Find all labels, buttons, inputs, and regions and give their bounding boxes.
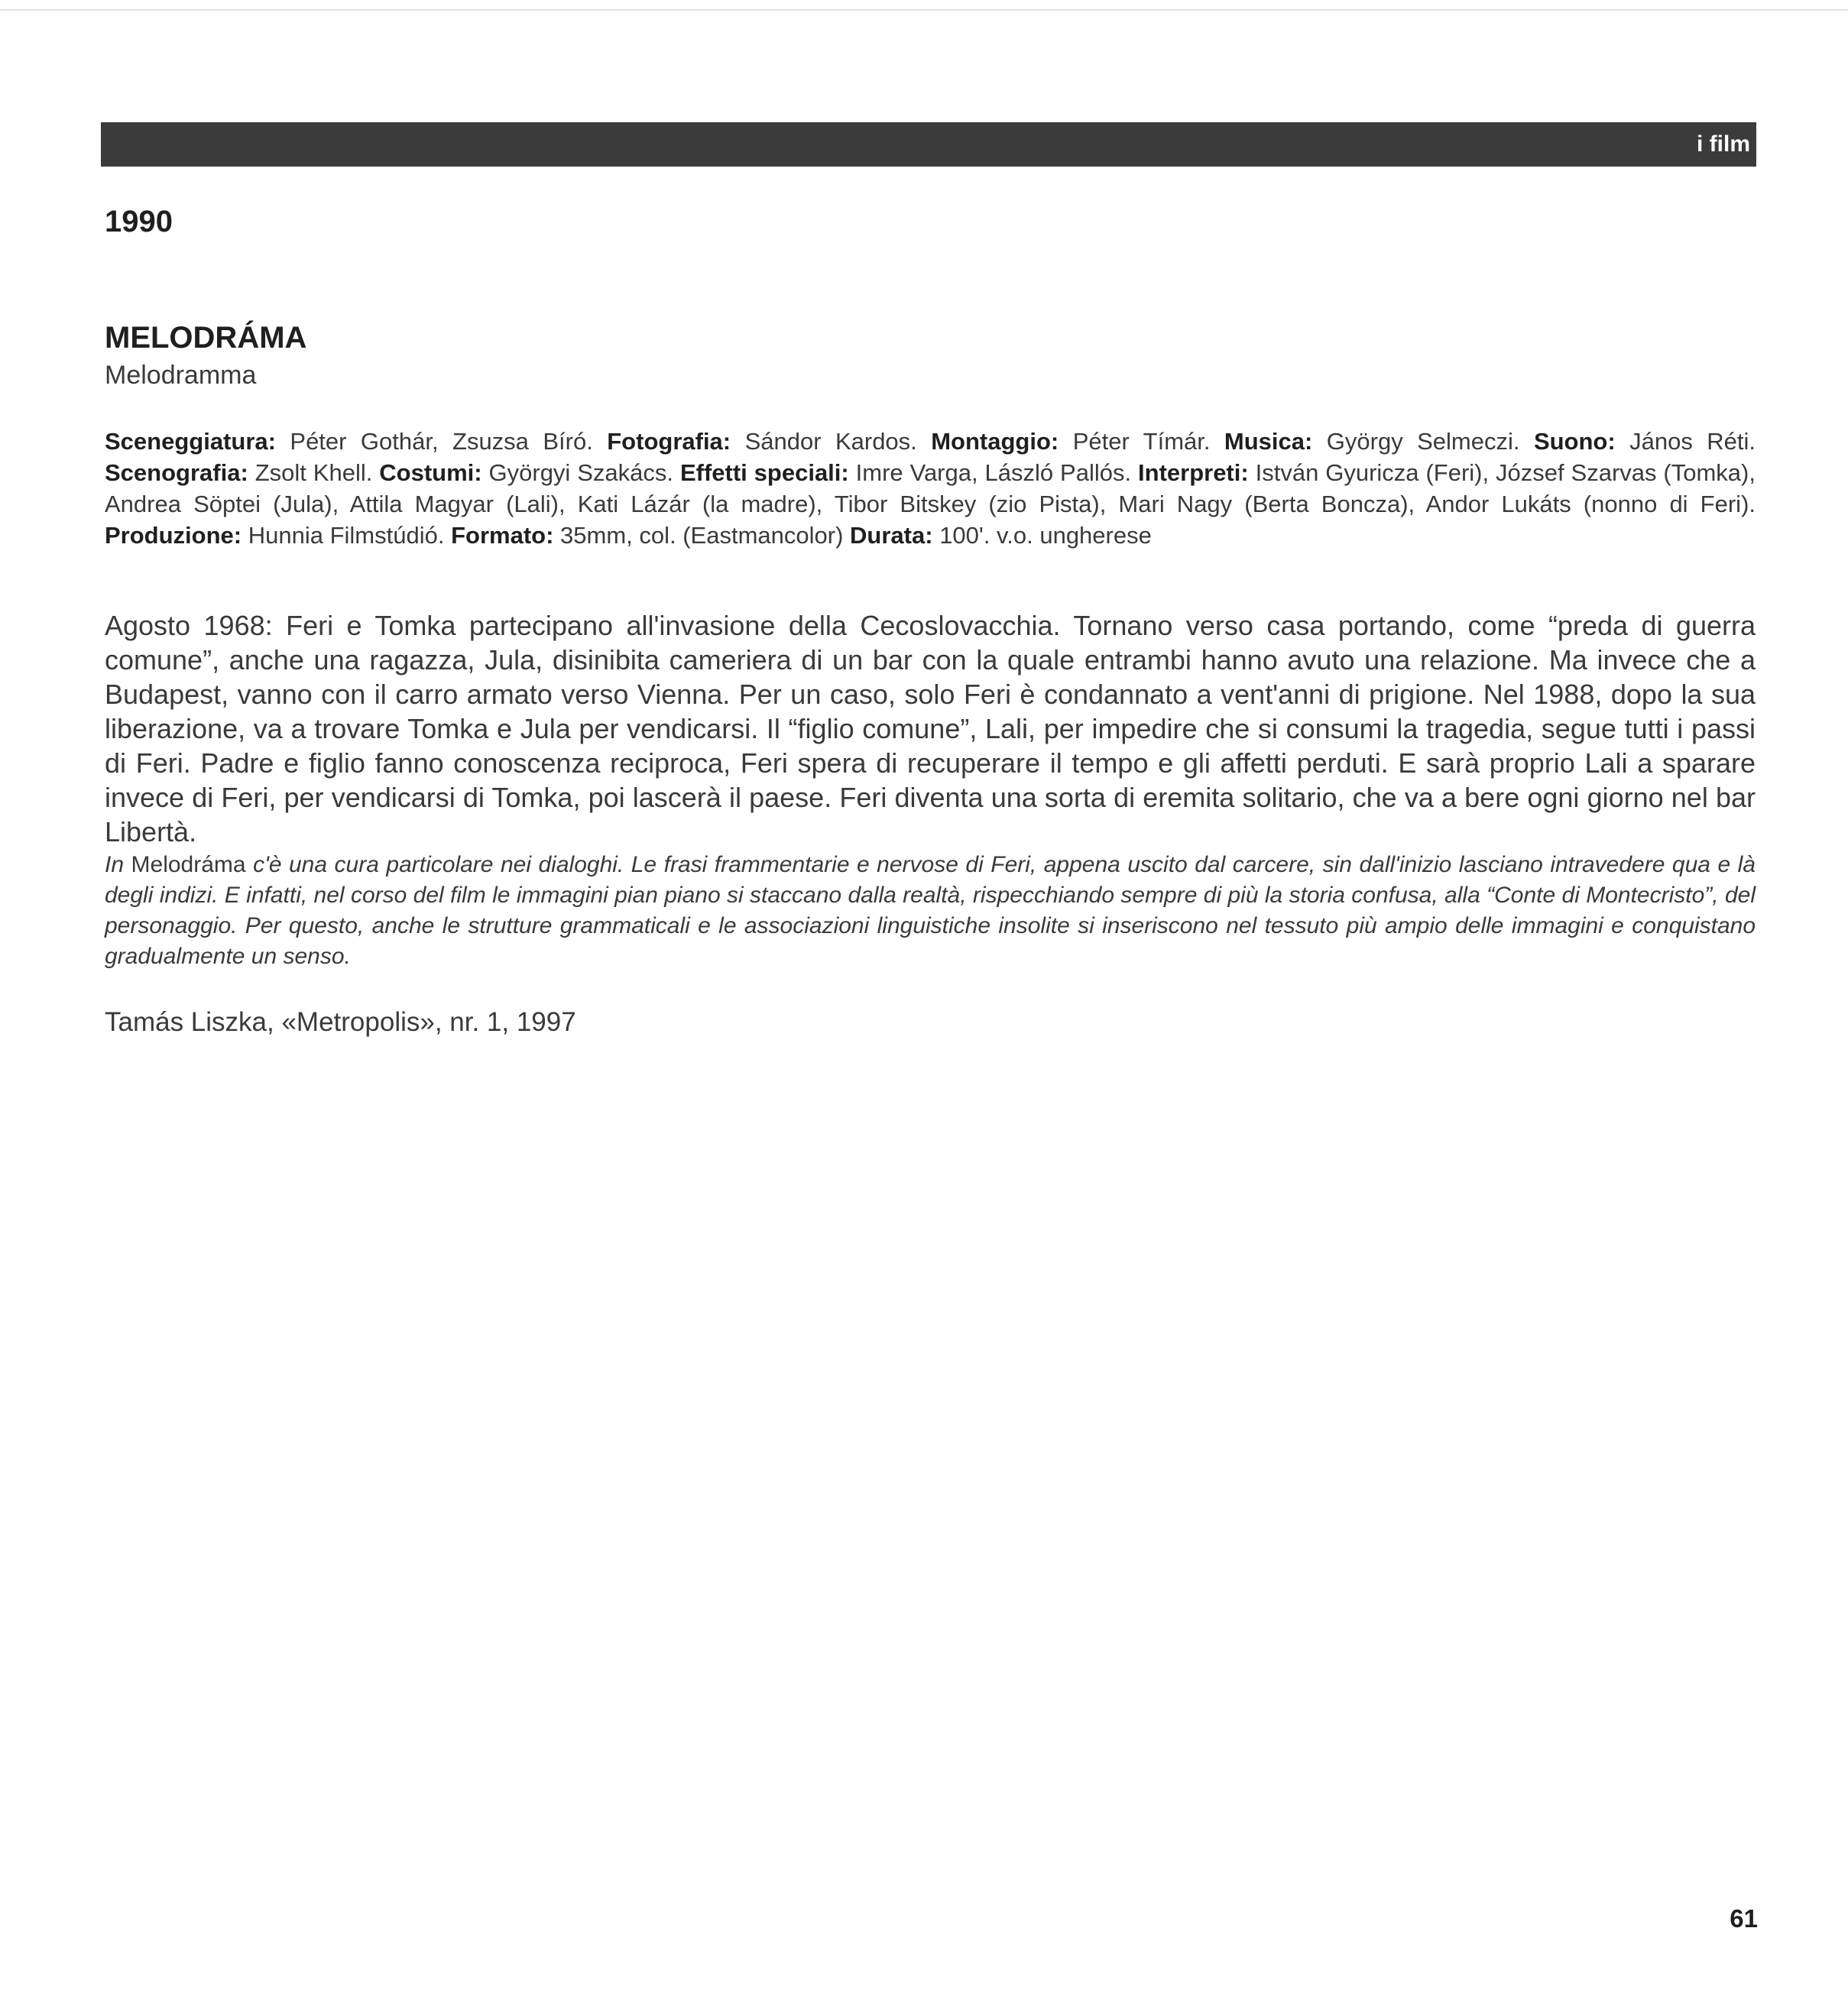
credit-value: Péter Tímár. [1072,428,1211,455]
credit-label: Formato: [451,522,554,549]
critique-film-reference: Melodráma [131,852,246,877]
credit-label: Interpreti: [1138,459,1249,486]
credit-value: 35mm, col. (Eastmancolor) [560,522,844,549]
credit-entry [680,459,1131,486]
credit-value: Imre Varga, László Pallós. [855,459,1132,486]
credit-label: Musica: [1224,428,1313,455]
credit-entry [105,428,593,455]
credit-label: Sceneggiatura: [105,428,276,455]
credit-entry [105,522,444,549]
credits-block [105,426,1756,551]
film-title: MELODRÁMA [105,321,307,355]
credit-value: Hunnia Filmstúdió. [248,522,445,549]
credit-entry [105,459,372,486]
credit-label: Montaggio: [931,428,1059,455]
credit-value: Péter Gothár, Zsuzsa Bíró. [290,428,593,455]
credit-entry [379,459,673,486]
page-number: 61 [1730,1904,1758,1933]
credit-label: Costumi: [379,459,482,486]
credit-entry [1224,428,1520,455]
credit-label: Suono: [1533,428,1616,455]
credit-value: János Réti. [1629,428,1756,455]
credit-label: Scenografia: [105,459,248,486]
year-heading: 1990 [105,205,173,238]
credit-entry [931,428,1210,455]
credit-label: Durata: [850,522,933,549]
credit-value: Sándor Kardos. [744,428,917,455]
credit-label: Produzione: [105,522,242,549]
section-label: i film [1696,131,1750,157]
critique-paragraph [105,850,1756,972]
synopsis-paragraph: Agosto 1968: Feri e Tomka partecipano all'invasione della Cecoslovacchia. Tornano verso casa portando, come “preda di guerra comune”, anche una ragazza, Jula, disinibita cameriera di un bar con la quale entrambi hanno avuto una relazione. Ma invece che a Budapest, vanno con il carro armato verso Vienna. Per un caso, solo Feri è condannato a vent'anni di prigione. Nel 1988, dopo la sua liberazione, va a trovare Tomka e Jula per vendicarsi. Il “figlio comune”, Lali, per impedire che si consumi la tragedia, segue tutti i passi di Feri. Padre e figlio fanno conoscenza reciproca, Feri spera di recuperare il tempo e gli affetti perduti. E sarà proprio Lali a sparare invece di Feri, per vendicarsi di Tomka, poi lascerà il paese. Feri diventa una sorta di eremita solitario, che va a bere ogni giorno nel bar Libertà. [105,610,1756,847]
credit-entry [607,428,917,455]
credit-value: György Selmeczi. [1326,428,1520,455]
credit-value: István Gyuricza (Feri), József Szarvas (Tomka), Andrea Söptei (Jula), Attila Magyar (Lali), Kati Lázár (la madre), Tibor Bitskey (zio Pista), Mari Nagy (Berta Boncza), Andor Lukáts (nonno di Feri). [105,459,1756,517]
citation-source: Tamás Liszka, «Metropolis», nr. 1, 1997 [105,1007,576,1037]
credit-value: Zsolt Khell. [255,459,373,486]
film-italian-title: Melodramma [105,361,257,390]
credit-label: Effetti speciali: [679,459,849,486]
credit-value: 100'. v.o. ungherese [939,522,1152,549]
top-rule [0,9,1848,11]
credit-value: Györgyi Szakács. [488,459,674,486]
credit-label: Fotografia: [607,428,731,455]
critique-body: c'è una cura particolare nei dialoghi. Le frasi frammentarie e nervose di Feri, appena uscito dal carcere, sin dall'inizio lasciano intravedere qua e là degli indizi. E infatti, nel corso del film le immagini pian piano si staccano dalla realtà, rispecchiando sempre di più la storia confusa, alla “Conte di Montecristo”, del personaggio. Per questo, anche le strutture grammaticali e le associazioni linguistiche insolite si inseriscono nel tessuto più ampio delle immagini e conquistano gradualmente un senso. [105,852,1756,969]
credit-entry [451,522,843,549]
section-header-bar [101,122,1756,167]
critique-lead: In [105,852,125,877]
credit-entry [1534,428,1756,455]
credit-entry [850,522,1152,549]
